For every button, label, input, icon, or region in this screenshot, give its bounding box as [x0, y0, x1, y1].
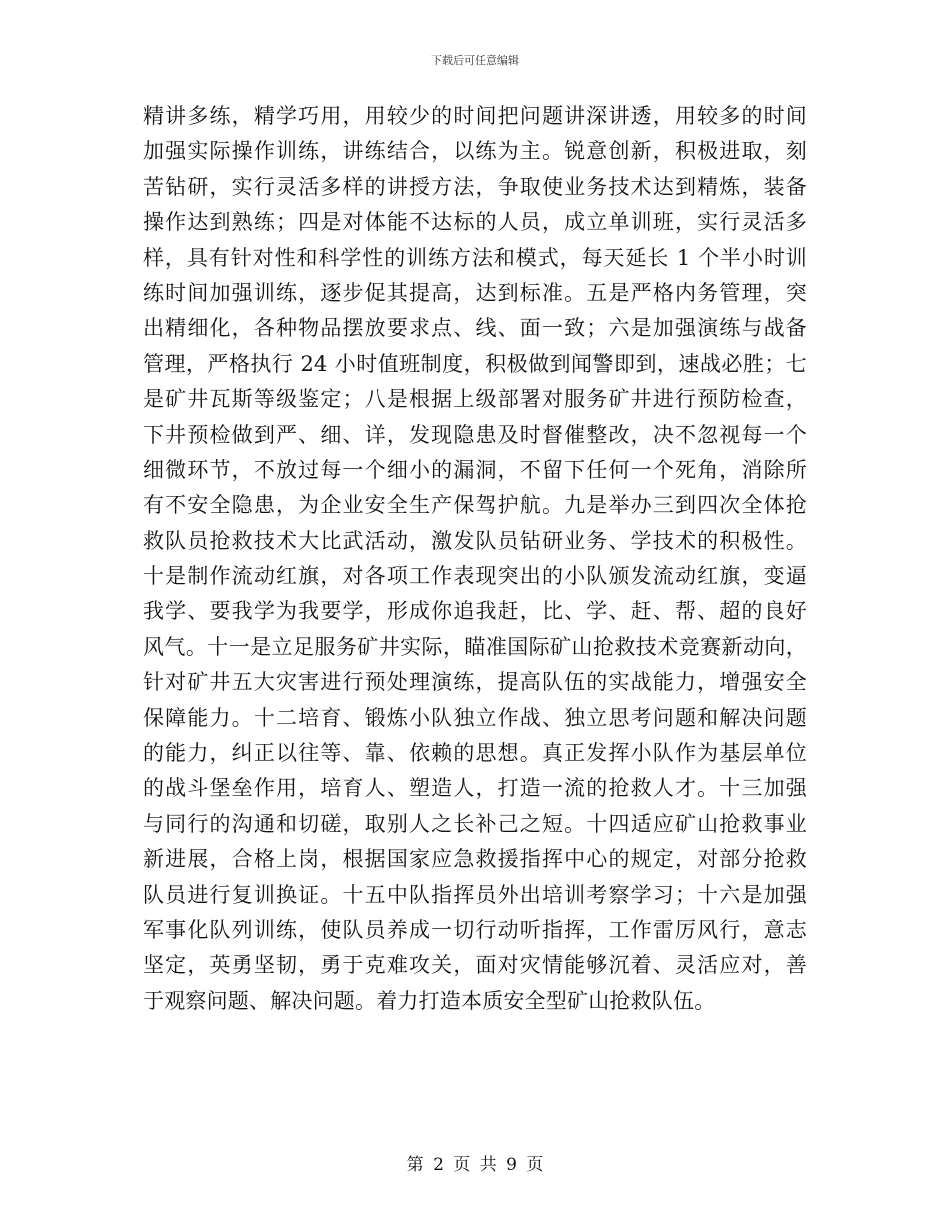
text-line: 救队员抢救技术大比武活动，激发队员钻研业务、学技术的积极性。 — [143, 528, 807, 553]
text-line: 的战斗堡垒作用，培育人、塑造人，打造一流的抢救人才。十三加强 — [143, 776, 807, 801]
text-line: 下井预检做到严、细、详，发现隐患及时督催整改，决不忽视每一个 — [143, 422, 807, 447]
page-header: 下载后可任意编辑 — [431, 54, 519, 67]
text-line: 出精细化，各种物品摆放要求点、线、面一致；六是加强演练与战备 — [143, 316, 807, 341]
text-line: 坚定，英勇坚韧，勇于克难攻关，面对灾情能够沉着、灵活应对，善 — [143, 953, 807, 978]
text-line: 与同行的沟通和切磋，取别人之长补己之短。十四适应矿山抢救事业 — [143, 811, 807, 836]
text-line: 的能力，纠正以往等、靠、依赖的思想。真正发挥小队作为基层单位 — [143, 741, 807, 766]
text-line: 是矿井瓦斯等级鉴定；八是根据上级部署对服务矿井进行预防检查， — [143, 387, 807, 412]
text-line: 风气。十一是立足服务矿井实际，瞄准国际矿山抢救技术竞赛新动向， — [143, 634, 807, 659]
text-line: 加强实际操作训练，讲练结合，以练为主。锐意创新，积极进取，刻 — [143, 139, 807, 164]
body-text — [143, 99, 807, 1019]
page-number: 第 2 页 共 9 页 — [406, 1155, 544, 1175]
text-line: 细微环节，不放过每一个细小的漏洞，不留下任何一个死角，消除所 — [143, 457, 807, 482]
text-line: 样，具有针对性和科学性的训练方法和模式，每天延长 1 个半小时训 — [143, 245, 807, 270]
text-line: 针对矿井五大灾害进行预处理演练，提高队伍的实战能力，增强安全 — [143, 670, 807, 695]
text-line: 队员进行复训换证。十五中队指挥员外出培训考察学习；十六是加强 — [143, 882, 807, 907]
text-line: 管理，严格执行 24 小时值班制度，积极做到闻警即到，速战必胜；七 — [143, 351, 807, 376]
text-line: 十是制作流动红旗，对各项工作表现突出的小队颁发流动红旗，变逼 — [143, 564, 807, 589]
text-line: 保障能力。十二培育、锻炼小队独立作战、独立思考问题和解决问题 — [143, 705, 807, 730]
text-line: 苦钻研，实行灵活多样的讲授方法，争取使业务技术达到精炼，装备 — [143, 174, 807, 199]
text-line: 有不安全隐患，为企业安全生产保驾护航。九是举办三到四次全体抢 — [143, 493, 807, 518]
text-line: 练时间加强训练，逐步促其提高，达到标准。五是严格内务管理，突 — [143, 280, 807, 305]
text-line: 我学、要我学为我要学，形成你追我赶，比、学、赶、帮、超的良好 — [143, 599, 807, 624]
text-line: 新进展，合格上岗，根据国家应急救援指挥中心的规定，对部分抢救 — [143, 847, 807, 872]
text-line: 于观察问题、解决问题。着力打造本质安全型矿山抢救队伍。 — [143, 988, 716, 1013]
text-line: 操作达到熟练；四是对体能不达标的人员，成立单训班，实行灵活多 — [143, 210, 807, 235]
text-line: 精讲多练，精学巧用，用较少的时间把问题讲深讲透，用较多的时间 — [143, 104, 807, 128]
text-line: 军事化队列训练，使队员养成一切行动听指挥，工作雷厉风行，意志 — [143, 917, 807, 942]
